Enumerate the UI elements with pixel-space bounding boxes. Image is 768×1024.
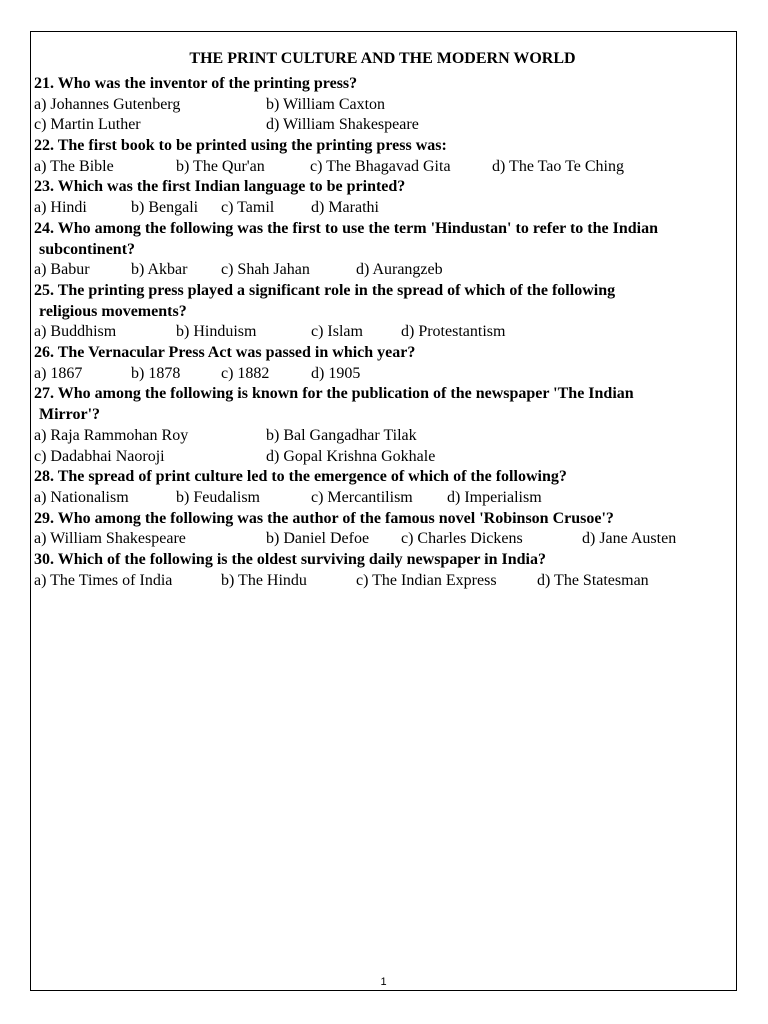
question-30: 30. Which of the following is the oldest surviving daily newspaper in India?	[34, 551, 546, 568]
question-26: 26. The Vernacular Press Act was passed in which year?	[34, 344, 416, 362]
options-row	[34, 488, 731, 509]
options-row	[34, 529, 731, 550]
option-b: b) Feudalism	[176, 488, 260, 506]
question-28: 28. The spread of print culture led to the emergence of which of the following?	[34, 468, 567, 486]
options-row	[34, 322, 731, 343]
question-line-1: 27. Who among the following is known for the publication of the newspaper 'The Indian	[34, 385, 634, 403]
option-c: c) 1882	[221, 364, 270, 382]
option-a: a) William Shakespeare	[34, 530, 186, 548]
option-a: a) Raja Rammohan Roy	[34, 426, 189, 444]
option-b: b) Akbar	[131, 261, 188, 279]
option-a: a) The Times of India	[34, 571, 173, 589]
worksheet-content	[34, 46, 731, 591]
option-a: a) 1867	[34, 364, 83, 382]
option-b: b) The Hindu	[221, 571, 307, 589]
options-row	[34, 157, 731, 178]
option-c: c) The Bhagavad Gita	[310, 157, 451, 175]
option-b: b) Daniel Defoe	[266, 530, 370, 548]
options-row	[34, 426, 731, 447]
question-line-2: Mirror'?	[39, 406, 101, 424]
options-row	[34, 198, 731, 219]
option-d: d) William Shakespeare	[266, 116, 419, 134]
option-d: d) Aurangzeb	[356, 261, 443, 279]
page-number: 1	[380, 976, 387, 988]
option-d: d) The Tao Te Ching	[492, 157, 624, 175]
option-d: d) Protestantism	[401, 323, 506, 341]
option-c: c) Tamil	[221, 199, 275, 217]
option-d: d) Gopal Krishna Gokhale	[266, 447, 436, 465]
option-d: d) Jane Austen	[582, 530, 677, 548]
option-a: a) Nationalism	[34, 488, 129, 506]
option-d: d) Imperialism	[447, 488, 542, 506]
option-c: c) Dadabhai Naoroji	[34, 447, 165, 465]
question-25	[34, 281, 731, 322]
question-line-1: 24. Who among the following was the first to use the term 'Hindustan' to refer to the Indian	[34, 219, 658, 237]
question-line-2: religious movements?	[39, 302, 187, 320]
options-row	[34, 571, 731, 592]
option-c: c) Charles Dickens	[401, 530, 523, 548]
question-29: 29. Who among the following was the author of the famous novel 'Robinson Crusoe'?	[34, 509, 614, 527]
question-line-2: subcontinent?	[39, 240, 136, 258]
question-24	[34, 219, 731, 260]
option-a: a) Johannes Gutenberg	[34, 95, 181, 113]
option-c: c) Islam	[311, 323, 363, 341]
option-d: d) 1905	[311, 364, 361, 382]
options-row	[34, 447, 731, 468]
option-a: a) Buddhism	[34, 323, 117, 341]
question-23: 23. Which was the first Indian language to be printed?	[34, 178, 406, 196]
options-row	[34, 115, 731, 136]
option-b: b) 1878	[131, 364, 181, 382]
option-b: b) Bal Gangadhar Tilak	[266, 426, 417, 444]
options-row	[34, 260, 731, 281]
option-b: b) Hinduism	[176, 323, 257, 341]
option-c: c) Martin Luther	[34, 116, 141, 134]
option-b: b) William Caxton	[266, 95, 386, 113]
option-d: d) Marathi	[311, 199, 379, 217]
options-row	[34, 364, 731, 385]
question-22: 22. The first book to be printed using the printing press was:	[34, 137, 447, 155]
option-d: d) The Statesman	[537, 571, 649, 589]
question-line-1: 25. The printing press played a significant role in the spread of which of the following	[34, 281, 616, 299]
option-c: c) Shah Jahan	[221, 261, 310, 279]
options-row	[34, 95, 731, 116]
option-a: a) The Bible	[34, 157, 114, 175]
option-b: b) Bengali	[131, 199, 199, 217]
option-c: c) The Indian Express	[356, 571, 497, 589]
option-a: a) Babur	[34, 261, 90, 279]
page-border	[30, 31, 737, 991]
question-21: 21. Who was the inventor of the printing press?	[34, 75, 358, 92]
option-a: a) Hindi	[34, 199, 87, 217]
option-b: b) The Qur'an	[176, 157, 265, 175]
option-c: c) Mercantilism	[311, 488, 413, 506]
question-27	[34, 384, 731, 425]
page-title: THE PRINT CULTURE AND THE MODERN WORLD	[189, 50, 576, 67]
